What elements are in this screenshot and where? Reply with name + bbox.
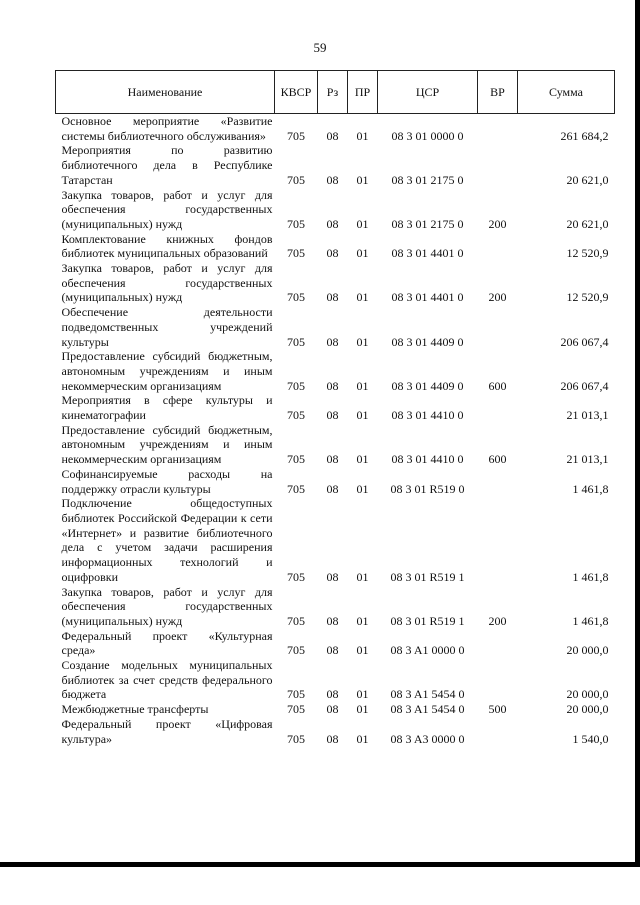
table-row xyxy=(56,496,615,584)
table-row xyxy=(56,261,615,305)
header-vr: ВР xyxy=(478,71,518,114)
page-number: 59 xyxy=(313,40,327,55)
cell-pr: 01 xyxy=(356,408,369,423)
table-row xyxy=(56,585,615,629)
cell-vr xyxy=(478,393,518,422)
cell-sum: 1 461,8 xyxy=(572,481,609,496)
cell-name: Федеральный проект «Культурная среда» xyxy=(61,628,273,658)
cell-kvsr: 705 xyxy=(287,334,305,349)
cell-name: Подключение общедоступных библиотек Российской Федерации к сети «Интернет» и развитие библиотечного дела с учетом задачи расширения информационных технологий и оцифровки xyxy=(61,496,273,584)
cell-kvsr: 705 xyxy=(287,643,305,658)
cell-name: Комплектование книжных фондов библиотек муниципальных образований xyxy=(61,231,273,261)
cell-pr: 01 xyxy=(356,128,369,143)
cell-name: Создание модельных муниципальных библиотек за счет средств федерального бюджета xyxy=(61,658,273,702)
cell-name: Федеральный проект «Цифровая культура» xyxy=(61,716,273,746)
cell-name: Софинансируемые расходы на поддержку отрасли культуры xyxy=(61,466,273,496)
table-row xyxy=(56,305,615,349)
table-row xyxy=(56,232,615,261)
cell-sum: 12 520,9 xyxy=(566,290,609,305)
cell-sum: 21 013,1 xyxy=(566,408,609,423)
cell-kvsr: 705 xyxy=(287,569,305,584)
table-row xyxy=(56,393,615,422)
cell-csr: 08 3 A1 5454 0 xyxy=(390,702,465,717)
table-row xyxy=(56,114,615,144)
table-row xyxy=(56,702,615,717)
cell-rz: 08 xyxy=(326,643,339,658)
cell-name: Предоставление субсидий бюджетным, автономным учреждениям и иным некоммерческим организациям xyxy=(61,349,273,393)
cell-name: Межбюджетные трансферты xyxy=(61,702,209,717)
cell-csr: 08 3 01 4401 0 xyxy=(391,290,464,305)
cell-kvsr: 705 xyxy=(287,452,305,467)
cell-sum: 1 461,8 xyxy=(572,613,609,628)
cell-sum: 20 000,0 xyxy=(566,702,609,717)
cell-rz: 08 xyxy=(326,334,339,349)
cell-pr: 01 xyxy=(356,172,369,187)
cell-pr: 01 xyxy=(356,731,369,746)
cell-vr: 200 xyxy=(488,613,507,628)
cell-vr xyxy=(478,143,518,187)
cell-vr xyxy=(478,232,518,261)
cell-csr: 08 3 01 4410 0 xyxy=(391,408,464,423)
table-row xyxy=(56,717,615,746)
cell-vr: 600 xyxy=(488,452,507,467)
table-row xyxy=(56,629,615,658)
cell-kvsr: 705 xyxy=(287,481,305,496)
cell-name: Предоставление субсидий бюджетным, автономным учреждениям и иным некоммерческим организациям xyxy=(61,422,273,467)
cell-pr: 01 xyxy=(356,643,369,658)
cell-csr: 08 3 01 0000 0 xyxy=(391,128,464,143)
cell-sum: 20 621,0 xyxy=(566,172,609,187)
cell-sum: 1 461,8 xyxy=(572,569,609,584)
header-kvsr: КВСР xyxy=(275,71,318,114)
cell-rz: 08 xyxy=(326,569,339,584)
cell-csr: 08 3 01 4410 0 xyxy=(391,452,464,467)
header-pr: ПР xyxy=(348,71,378,114)
table-row xyxy=(56,188,615,232)
table-row xyxy=(56,349,615,393)
cell-csr: 08 3 01 4409 0 xyxy=(391,334,464,349)
cell-kvsr: 705 xyxy=(287,613,305,628)
cell-rz: 08 xyxy=(326,481,339,496)
cell-sum: 20 000,0 xyxy=(566,643,609,658)
cell-csr: 08 3 A1 0000 0 xyxy=(390,643,465,658)
cell-vr: 200 xyxy=(488,290,507,305)
header-name: Наименование xyxy=(56,71,275,114)
cell-csr: 08 3 A3 0000 0 xyxy=(390,731,465,746)
cell-pr: 01 xyxy=(356,481,369,496)
cell-csr: 08 3 01 R519 0 xyxy=(390,481,465,496)
cell-csr: 08 3 01 4401 0 xyxy=(391,246,464,261)
cell-kvsr: 705 xyxy=(287,408,305,423)
cell-name: Закупка товаров, работ и услуг для обеспечения государственных (муниципальных) нужд xyxy=(61,261,273,305)
cell-sum: 12 520,9 xyxy=(566,246,609,261)
cell-vr xyxy=(478,658,518,702)
cell-vr xyxy=(478,717,518,746)
cell-csr: 08 3 A1 5454 0 xyxy=(390,687,465,702)
cell-rz: 08 xyxy=(326,290,339,305)
cell-sum: 206 067,4 xyxy=(560,378,609,393)
cell-vr: 200 xyxy=(488,216,507,231)
cell-rz: 08 xyxy=(326,172,339,187)
cell-kvsr: 705 xyxy=(287,172,305,187)
cell-rz: 08 xyxy=(326,216,339,231)
cell-rz: 08 xyxy=(326,687,339,702)
cell-sum: 206 067,4 xyxy=(560,334,609,349)
cell-kvsr: 705 xyxy=(287,290,305,305)
cell-vr: 500 xyxy=(488,702,507,717)
cell-pr: 01 xyxy=(356,452,369,467)
cell-csr: 08 3 01 R519 1 xyxy=(390,569,465,584)
cell-sum: 21 013,1 xyxy=(566,452,609,467)
cell-rz: 08 xyxy=(326,246,339,261)
cell-csr: 08 3 01 4409 0 xyxy=(391,378,464,393)
table-row xyxy=(56,423,615,467)
cell-kvsr: 705 xyxy=(287,216,305,231)
cell-pr: 01 xyxy=(356,613,369,628)
cell-pr: 01 xyxy=(356,216,369,231)
cell-name: Мероприятия по развитию библиотечного дела в Республике Татарстан xyxy=(61,143,273,187)
cell-sum: 1 540,0 xyxy=(572,731,609,746)
table-row xyxy=(56,658,615,702)
budget-table xyxy=(55,70,615,746)
cell-rz: 08 xyxy=(326,731,339,746)
cell-rz: 08 xyxy=(326,452,339,467)
cell-rz: 08 xyxy=(326,613,339,628)
cell-vr: 600 xyxy=(488,378,507,393)
cell-vr xyxy=(478,467,518,496)
header-sum: Сумма xyxy=(518,71,615,114)
cell-vr xyxy=(478,496,518,584)
cell-rz: 08 xyxy=(326,128,339,143)
cell-kvsr: 705 xyxy=(287,128,305,143)
cell-sum: 20 621,0 xyxy=(566,216,609,231)
header-row xyxy=(56,71,615,114)
cell-pr: 01 xyxy=(356,569,369,584)
cell-name: Закупка товаров, работ и услуг для обеспечения государственных (муниципальных) нужд xyxy=(61,584,273,628)
cell-vr xyxy=(478,114,518,144)
cell-kvsr: 705 xyxy=(287,246,305,261)
table-row xyxy=(56,143,615,187)
cell-rz: 08 xyxy=(326,378,339,393)
cell-pr: 01 xyxy=(356,702,369,717)
cell-csr: 08 3 01 2175 0 xyxy=(391,216,464,231)
cell-rz: 08 xyxy=(326,408,339,423)
cell-sum: 20 000,0 xyxy=(566,687,609,702)
cell-kvsr: 705 xyxy=(287,731,305,746)
cell-name: Закупка товаров, работ и услуг для обеспечения государственных (муниципальных) нужд xyxy=(61,187,273,231)
cell-kvsr: 705 xyxy=(287,378,305,393)
cell-pr: 01 xyxy=(356,290,369,305)
header-csr: ЦСР xyxy=(378,71,478,114)
cell-sum: 261 684,2 xyxy=(560,128,609,143)
scan-border-right xyxy=(635,0,640,867)
cell-rz: 08 xyxy=(326,702,339,717)
header-rz: Рз xyxy=(318,71,348,114)
cell-kvsr: 705 xyxy=(287,702,305,717)
cell-pr: 01 xyxy=(356,334,369,349)
cell-name: Мероприятия в сфере культуры и кинематографии xyxy=(61,393,273,423)
cell-pr: 01 xyxy=(356,246,369,261)
table-row xyxy=(56,467,615,496)
cell-pr: 01 xyxy=(356,378,369,393)
cell-csr: 08 3 01 2175 0 xyxy=(391,172,464,187)
cell-csr: 08 3 01 R519 1 xyxy=(390,613,465,628)
cell-vr xyxy=(478,629,518,658)
cell-pr: 01 xyxy=(356,687,369,702)
cell-vr xyxy=(478,305,518,349)
cell-name: Обеспечение деятельности подведомственных учреждений культуры xyxy=(61,305,273,349)
cell-name: Основное мероприятие «Развитие системы библиотечного обслуживания» xyxy=(61,114,273,143)
scan-border-bottom xyxy=(0,862,640,867)
cell-kvsr: 705 xyxy=(287,687,305,702)
